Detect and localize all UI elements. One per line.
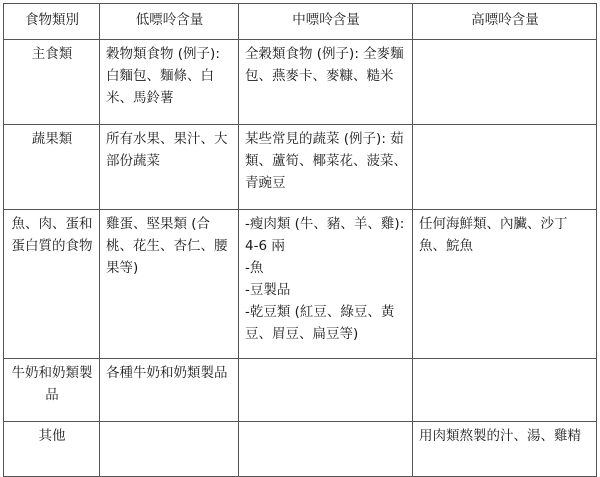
category-cell: 其他: [4, 422, 100, 477]
high-purine-cell: 任何海鮮類、內臟、沙丁魚、鯇魚: [413, 210, 597, 359]
table-row: [4, 40, 597, 125]
header-medium-purine: 中嘌呤含量: [239, 4, 413, 40]
medium-purine-cell: [239, 210, 413, 359]
medium-purine-cell: 全穀類食物 (例子): 全麥麵包、燕麥卡、麥糠、糙米: [239, 40, 413, 125]
category-cell: 蔬果類: [4, 125, 100, 210]
header-high-purine: 高嘌呤含量: [413, 4, 597, 40]
high-purine-cell: [413, 359, 597, 422]
category-cell: 魚、肉、蛋和蛋白質的食物: [4, 210, 100, 359]
table-row: [4, 125, 597, 210]
table-row: [4, 422, 597, 477]
medium-purine-item: -瘦肉類 (牛、豬、羊、雞): 4-6 兩: [245, 216, 405, 254]
header-low-purine: 低嘌呤含量: [100, 4, 239, 40]
medium-purine-cell: [239, 422, 413, 477]
table-row: [4, 210, 597, 359]
high-purine-cell: [413, 40, 597, 125]
low-purine-cell: 所有水果、果汁、大部份蔬菜: [100, 125, 239, 210]
category-cell: 主食類: [4, 40, 100, 125]
low-purine-cell: 穀物類食物 (例子): 白麵包、麵條、白米、馬鈴薯: [100, 40, 239, 125]
low-purine-cell: [100, 422, 239, 477]
medium-purine-item: -魚: [245, 260, 264, 276]
low-purine-cell: 雞蛋、堅果類 (合桃、花生、杏仁、腰果等): [100, 210, 239, 359]
high-purine-cell: [413, 125, 597, 210]
table-row: [4, 359, 597, 422]
table-header-row: [4, 4, 597, 40]
medium-purine-cell: [239, 359, 413, 422]
category-cell: 牛奶和奶類製品: [4, 359, 100, 422]
header-food-category: 食物類別: [4, 4, 100, 40]
high-purine-cell: 用肉類熬製的汁、湯、雞精: [413, 422, 597, 477]
medium-purine-item: -豆製品: [245, 282, 291, 298]
medium-purine-cell: 某些常見的蔬菜 (例子): 茹類、蘆筍、椰菜花、菠菜、青豌豆: [239, 125, 413, 210]
medium-purine-item: -乾豆類 (紅豆、綠豆、黃豆、眉豆、扁豆等): [245, 304, 395, 342]
purine-content-table: [3, 3, 597, 477]
low-purine-cell: 各種牛奶和奶類製品: [100, 359, 239, 422]
